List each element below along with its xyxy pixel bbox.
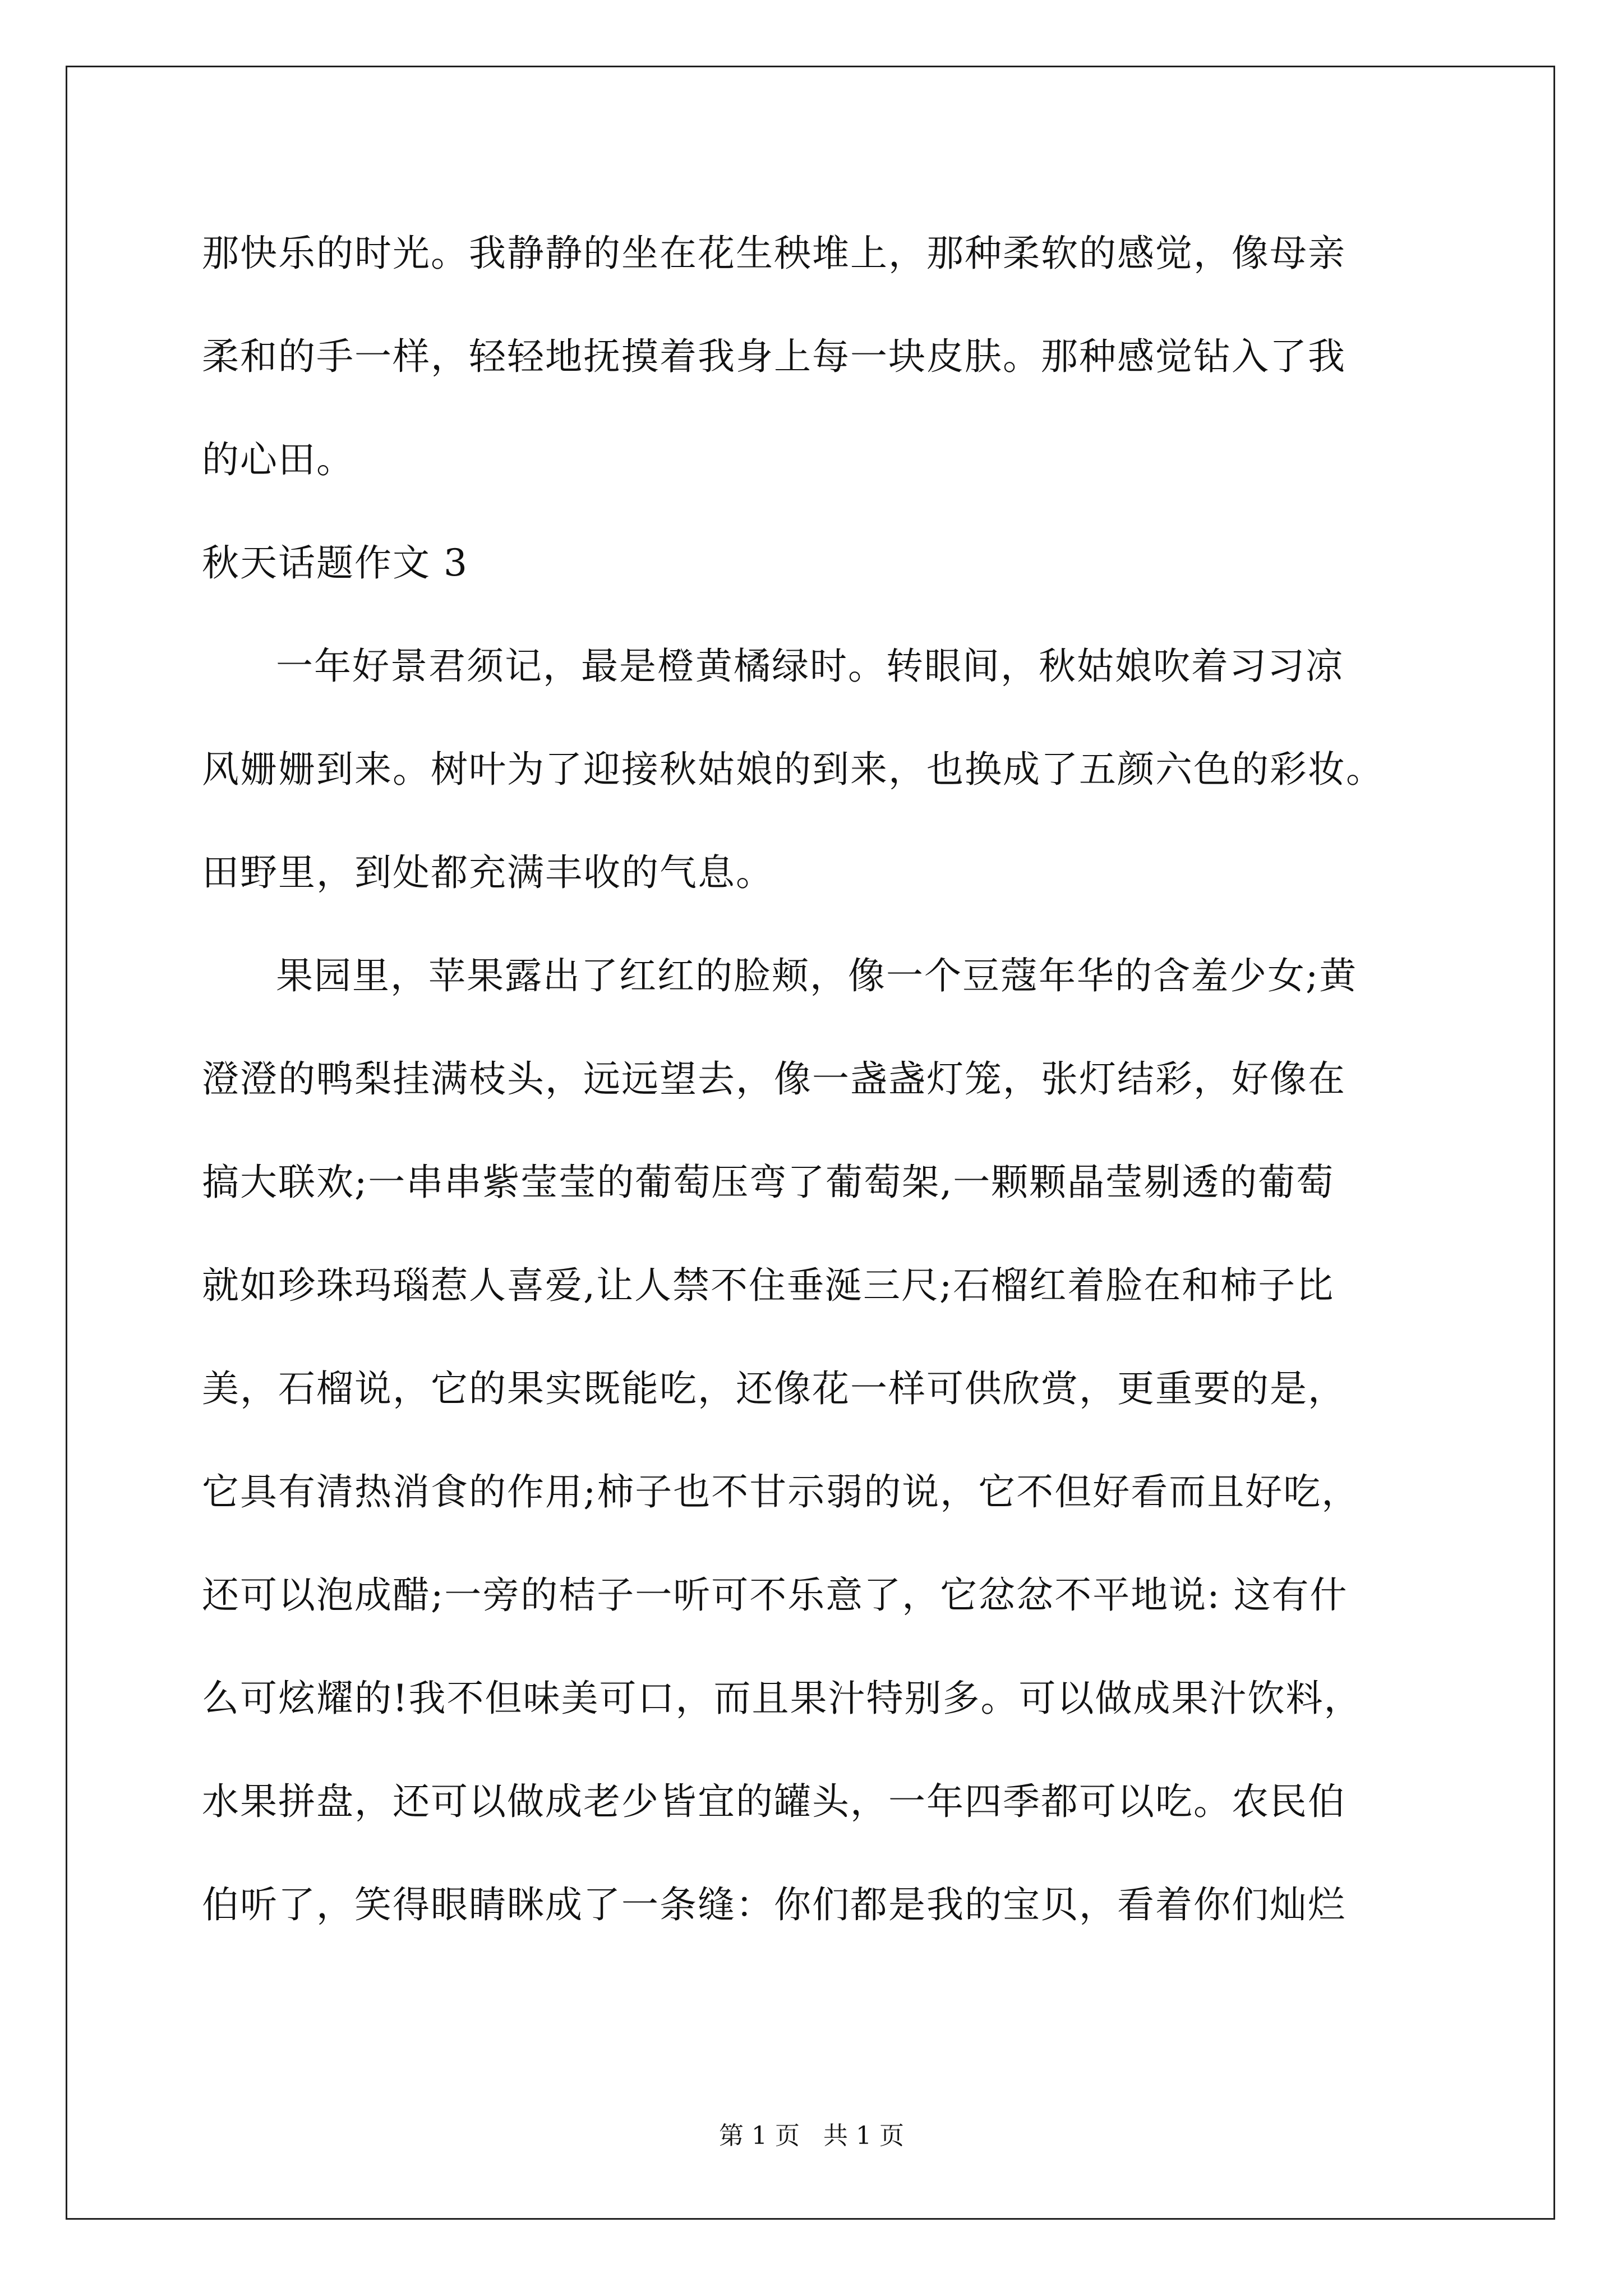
text-line: 一年好景君须记，最是橙黄橘绿时。转眼间，秋姑娘吹着习习凉 bbox=[276, 645, 1344, 688]
text-line: 那快乐的时光。我静静的坐在花生秧堆上，那种柔软的感觉，像母亲 bbox=[202, 232, 1346, 275]
document-body bbox=[202, 202, 1469, 1957]
text-line: 伯听了，笑得眼睛眯成了一条缝：你们都是我的宝贝，看着你们灿烂 bbox=[202, 1883, 1346, 1926]
text-line: 还可以泡成醋;一旁的桔子一听可不乐意了，它忿忿不平地说: 这有什 bbox=[202, 1573, 1348, 1617]
text-line: 果园里，苹果露出了红红的脸颊，像一个豆蔻年华的含羞少女;黄 bbox=[276, 954, 1358, 997]
section-title: 秋天话题作文 3 bbox=[202, 541, 468, 585]
text-line: 搞大联欢;一串串紫莹莹的葡萄压弯了葡萄架,一颗颗晶莹剔透的葡萄 bbox=[202, 1161, 1335, 1204]
text-line: 风姗姗到来。树叶为了迎接秋姑娘的到来，也换成了五颜六色的彩妆。 bbox=[202, 748, 1384, 791]
text-line: 田野里，到处都充满丰收的气息。 bbox=[202, 851, 774, 894]
text-line: 澄澄的鸭梨挂满枝头，远远望去，像一盏盏灯笼，张灯结彩，好像在 bbox=[202, 1057, 1346, 1101]
text-line: 水果拼盘，还可以做成老少皆宜的罐头，一年四季都可以吃。农民伯 bbox=[202, 1780, 1346, 1823]
text-line: 就如珍珠玛瑙惹人喜爱,让人禁不住垂涎三尺;石榴红着脸在和柿子比 bbox=[202, 1264, 1335, 1307]
text-line: 它具有清热消食的作用;柿子也不甘示弱的说，它不但好看而且好吃， bbox=[202, 1470, 1360, 1513]
text-line: 么可炫耀的!我不但味美可口，而且果汁特别多。可以做成果汁饮料， bbox=[202, 1677, 1362, 1720]
text-line: 柔和的手一样，轻轻地抚摸着我身上每一块皮肤。那种感觉钻入了我 bbox=[202, 335, 1346, 378]
page-footer: 第 1 页 共 1 页 bbox=[719, 2122, 904, 2150]
text-line: 美，石榴说，它的果实既能吃，还像花一样可供欣赏，更重要的是， bbox=[202, 1367, 1346, 1410]
text-line: 的心田。 bbox=[202, 438, 354, 481]
